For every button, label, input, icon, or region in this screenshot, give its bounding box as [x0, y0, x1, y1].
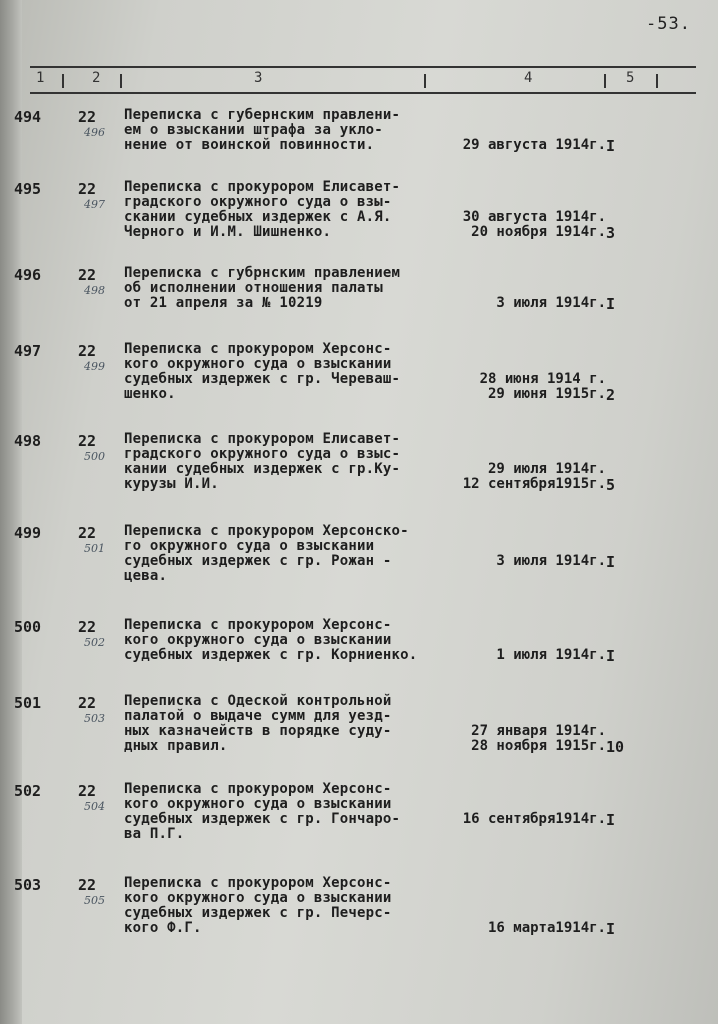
- description-line: палатой о выдаче сумм для уезд-: [124, 708, 392, 724]
- entry-handwritten-number: 498: [84, 284, 105, 297]
- date-line: 30 августа 1914г.: [462, 209, 606, 225]
- date-line: [426, 123, 606, 138]
- entry-handwritten-number: 505: [84, 894, 105, 907]
- description-line: го окружного суда о взыскании: [124, 538, 375, 554]
- entry-dates: [426, 618, 606, 663]
- entry-fond: 22: [78, 432, 97, 450]
- column-header-1: 1: [36, 70, 45, 86]
- entry-dates: [426, 266, 606, 311]
- date-line: [426, 447, 606, 462]
- entry-number: 497: [14, 342, 42, 360]
- table-row: [0, 694, 718, 774]
- entry-handwritten-number: 496: [84, 126, 105, 139]
- description-line: от 21 апреля за № 10219: [124, 295, 323, 311]
- entry-dates: [426, 524, 606, 569]
- description-line: Переписка с прокурором Елисавет-: [124, 179, 401, 195]
- entry-sheet-count: I: [606, 647, 616, 665]
- entry-number: 498: [14, 432, 42, 450]
- date-line: 3 июля 1914г.: [496, 295, 606, 311]
- entry-fond: 22: [78, 342, 97, 360]
- description-line: Переписка с прокурором Херсонс-: [124, 341, 392, 357]
- date-line: 16 марта1914г.: [487, 920, 606, 936]
- entry-sheet-count: 3: [606, 224, 616, 242]
- entry-number: 503: [14, 876, 42, 894]
- description-line: Переписка с прокурором Херсонс-: [124, 875, 392, 891]
- date-line: [426, 524, 606, 539]
- date-line: [426, 618, 606, 633]
- description-line: об исполнении отношения палаты: [124, 280, 383, 296]
- entry-fond: 22: [78, 618, 97, 636]
- table-row: [0, 180, 718, 260]
- entry-description: [124, 618, 444, 663]
- date-line: 1 июля 1914г.: [496, 647, 606, 663]
- entry-description: [124, 180, 444, 240]
- entry-dates: [426, 342, 606, 402]
- entry-number: 495: [14, 180, 42, 198]
- date-line: [426, 342, 606, 357]
- page-number: -53.: [646, 14, 691, 34]
- date-line: [426, 281, 606, 296]
- entry-fond: 22: [78, 180, 97, 198]
- description-line: дных правил.: [124, 738, 228, 754]
- entry-sheet-count: I: [606, 295, 616, 313]
- date-line: 29 июля 1914г.: [487, 461, 606, 477]
- header-rule-bottom: [30, 92, 696, 94]
- entry-dates: [426, 108, 606, 153]
- entry-dates: [426, 180, 606, 240]
- table-row: [0, 618, 718, 698]
- entry-number: 499: [14, 524, 42, 542]
- date-line: 29 июня 1915г.: [487, 386, 606, 402]
- date-line: [426, 180, 606, 195]
- description-line: градского окружного суда о взыс-: [124, 446, 401, 462]
- entry-description: [124, 108, 444, 153]
- column-divider: [604, 74, 606, 88]
- description-line: судебных издержек с гр. Череваш-: [124, 371, 401, 387]
- date-line: [426, 195, 606, 210]
- column-divider: [424, 74, 426, 88]
- entry-handwritten-number: 501: [84, 542, 105, 555]
- date-line: [426, 876, 606, 891]
- description-line: кого окружного суда о взыскании: [124, 632, 392, 648]
- description-line: Переписка с Одеской контрольной: [124, 693, 392, 709]
- date-line: [426, 709, 606, 724]
- description-line: Переписка с прокурором Херсонс-: [124, 617, 392, 633]
- date-line: 28 июня 1914 г.: [479, 371, 606, 387]
- column-divider: [120, 74, 122, 88]
- entry-sheet-count: 2: [606, 386, 616, 404]
- table-row: [0, 108, 718, 188]
- date-line: 16 сентября1914г.: [462, 811, 606, 827]
- entry-handwritten-number: 500: [84, 450, 105, 463]
- table-row: [0, 266, 718, 346]
- entry-fond: 22: [78, 524, 97, 542]
- date-line: 3 июля 1914г.: [496, 553, 606, 569]
- entry-number: 502: [14, 782, 42, 800]
- entry-dates: [426, 694, 606, 754]
- description-line: нение от воинской повинности.: [124, 137, 375, 153]
- entry-handwritten-number: 502: [84, 636, 105, 649]
- entry-number: 500: [14, 618, 42, 636]
- entry-sheet-count: 10: [606, 738, 625, 756]
- description-line: курузы И.И.: [124, 476, 219, 492]
- date-line: [426, 797, 606, 812]
- date-line: 28 ноября 1915г.: [471, 738, 606, 754]
- column-divider: [656, 74, 658, 88]
- column-header-2: 2: [92, 70, 101, 86]
- entry-sheet-count: 5: [606, 476, 616, 494]
- date-line: [426, 108, 606, 123]
- description-line: кого окружного суда о взыскании: [124, 796, 392, 812]
- entry-fond: 22: [78, 782, 97, 800]
- description-line: градского окружного суда о взы-: [124, 194, 392, 210]
- description-line: кого окружного суда о взыскании: [124, 890, 392, 906]
- description-line: Переписка с прокурором Херсонс-: [124, 781, 392, 797]
- description-line: судебных издержек с гр. Корниенко.: [124, 647, 418, 663]
- entry-fond: 22: [78, 108, 97, 126]
- entry-sheet-count: I: [606, 811, 616, 829]
- date-line: [426, 891, 606, 906]
- description-line: скании судебных издержек с А.Я.: [124, 209, 392, 225]
- date-line: 27 января 1914г.: [471, 723, 606, 739]
- entry-description: [124, 342, 444, 402]
- date-line: [426, 432, 606, 447]
- entry-description: [124, 694, 444, 754]
- entry-handwritten-number: 503: [84, 712, 105, 725]
- description-line: ва П.Г.: [124, 826, 185, 842]
- table-row: [0, 342, 718, 422]
- description-line: ных казначейств в порядке суду-: [124, 723, 392, 739]
- table-row: [0, 524, 718, 604]
- entry-handwritten-number: 499: [84, 360, 105, 373]
- entry-number: 496: [14, 266, 42, 284]
- column-header-4: 4: [524, 70, 533, 86]
- date-line: [426, 539, 606, 554]
- description-line: кого Ф.Г.: [124, 920, 202, 936]
- entry-number: 501: [14, 694, 42, 712]
- entry-handwritten-number: 497: [84, 198, 105, 211]
- entry-description: [124, 266, 444, 311]
- table-row: [0, 876, 718, 956]
- description-line: Переписка с губернским правлени-: [124, 107, 401, 123]
- description-line: Переписка с прокурором Херсонско-: [124, 523, 409, 539]
- description-line: Переписка с прокурором Елисавет-: [124, 431, 401, 447]
- entry-description: [124, 524, 444, 584]
- entry-fond: 22: [78, 266, 97, 284]
- description-line: судебных издержек с гр. Печерс-: [124, 905, 392, 921]
- description-line: кого окружного суда о взыскании: [124, 356, 392, 372]
- description-line: судебных издержек с гр. Рожан -: [124, 553, 392, 569]
- table-row: [0, 432, 718, 512]
- date-line: [426, 782, 606, 797]
- date-line: [426, 694, 606, 709]
- entry-fond: 22: [78, 876, 97, 894]
- entry-description: [124, 876, 444, 936]
- date-line: [426, 906, 606, 921]
- entry-handwritten-number: 504: [84, 800, 105, 813]
- date-line: [426, 357, 606, 372]
- column-header-3: 3: [254, 70, 263, 86]
- date-line: [426, 266, 606, 281]
- entry-description: [124, 432, 444, 492]
- entry-dates: [426, 782, 606, 827]
- date-line: [426, 633, 606, 648]
- entry-dates: [426, 432, 606, 492]
- description-line: Переписка с губрнским правлением: [124, 265, 401, 281]
- description-line: Черного и И.М. Шишненко.: [124, 224, 332, 240]
- date-line: 29 августа 1914г.: [462, 137, 606, 153]
- column-header-5: 5: [626, 70, 635, 86]
- table-row: [0, 782, 718, 862]
- entry-description: [124, 782, 444, 842]
- description-line: шенко.: [124, 386, 176, 402]
- description-line: кании судебных издержек с гр.Ку-: [124, 461, 401, 477]
- entry-sheet-count: I: [606, 920, 616, 938]
- entry-dates: [426, 876, 606, 936]
- description-line: цева.: [124, 568, 168, 584]
- entry-fond: 22: [78, 694, 97, 712]
- header-rule-top: [30, 66, 696, 68]
- entry-sheet-count: I: [606, 137, 616, 155]
- column-divider: [62, 74, 64, 88]
- date-line: 20 ноября 1914г.: [471, 224, 606, 240]
- entry-number: 494: [14, 108, 42, 126]
- entry-sheet-count: I: [606, 553, 616, 571]
- description-line: ем о взыскании штрафа за укло-: [124, 122, 383, 138]
- description-line: судебных издержек с гр. Гончаро-: [124, 811, 401, 827]
- date-line: 12 сентября1915г.: [462, 476, 606, 492]
